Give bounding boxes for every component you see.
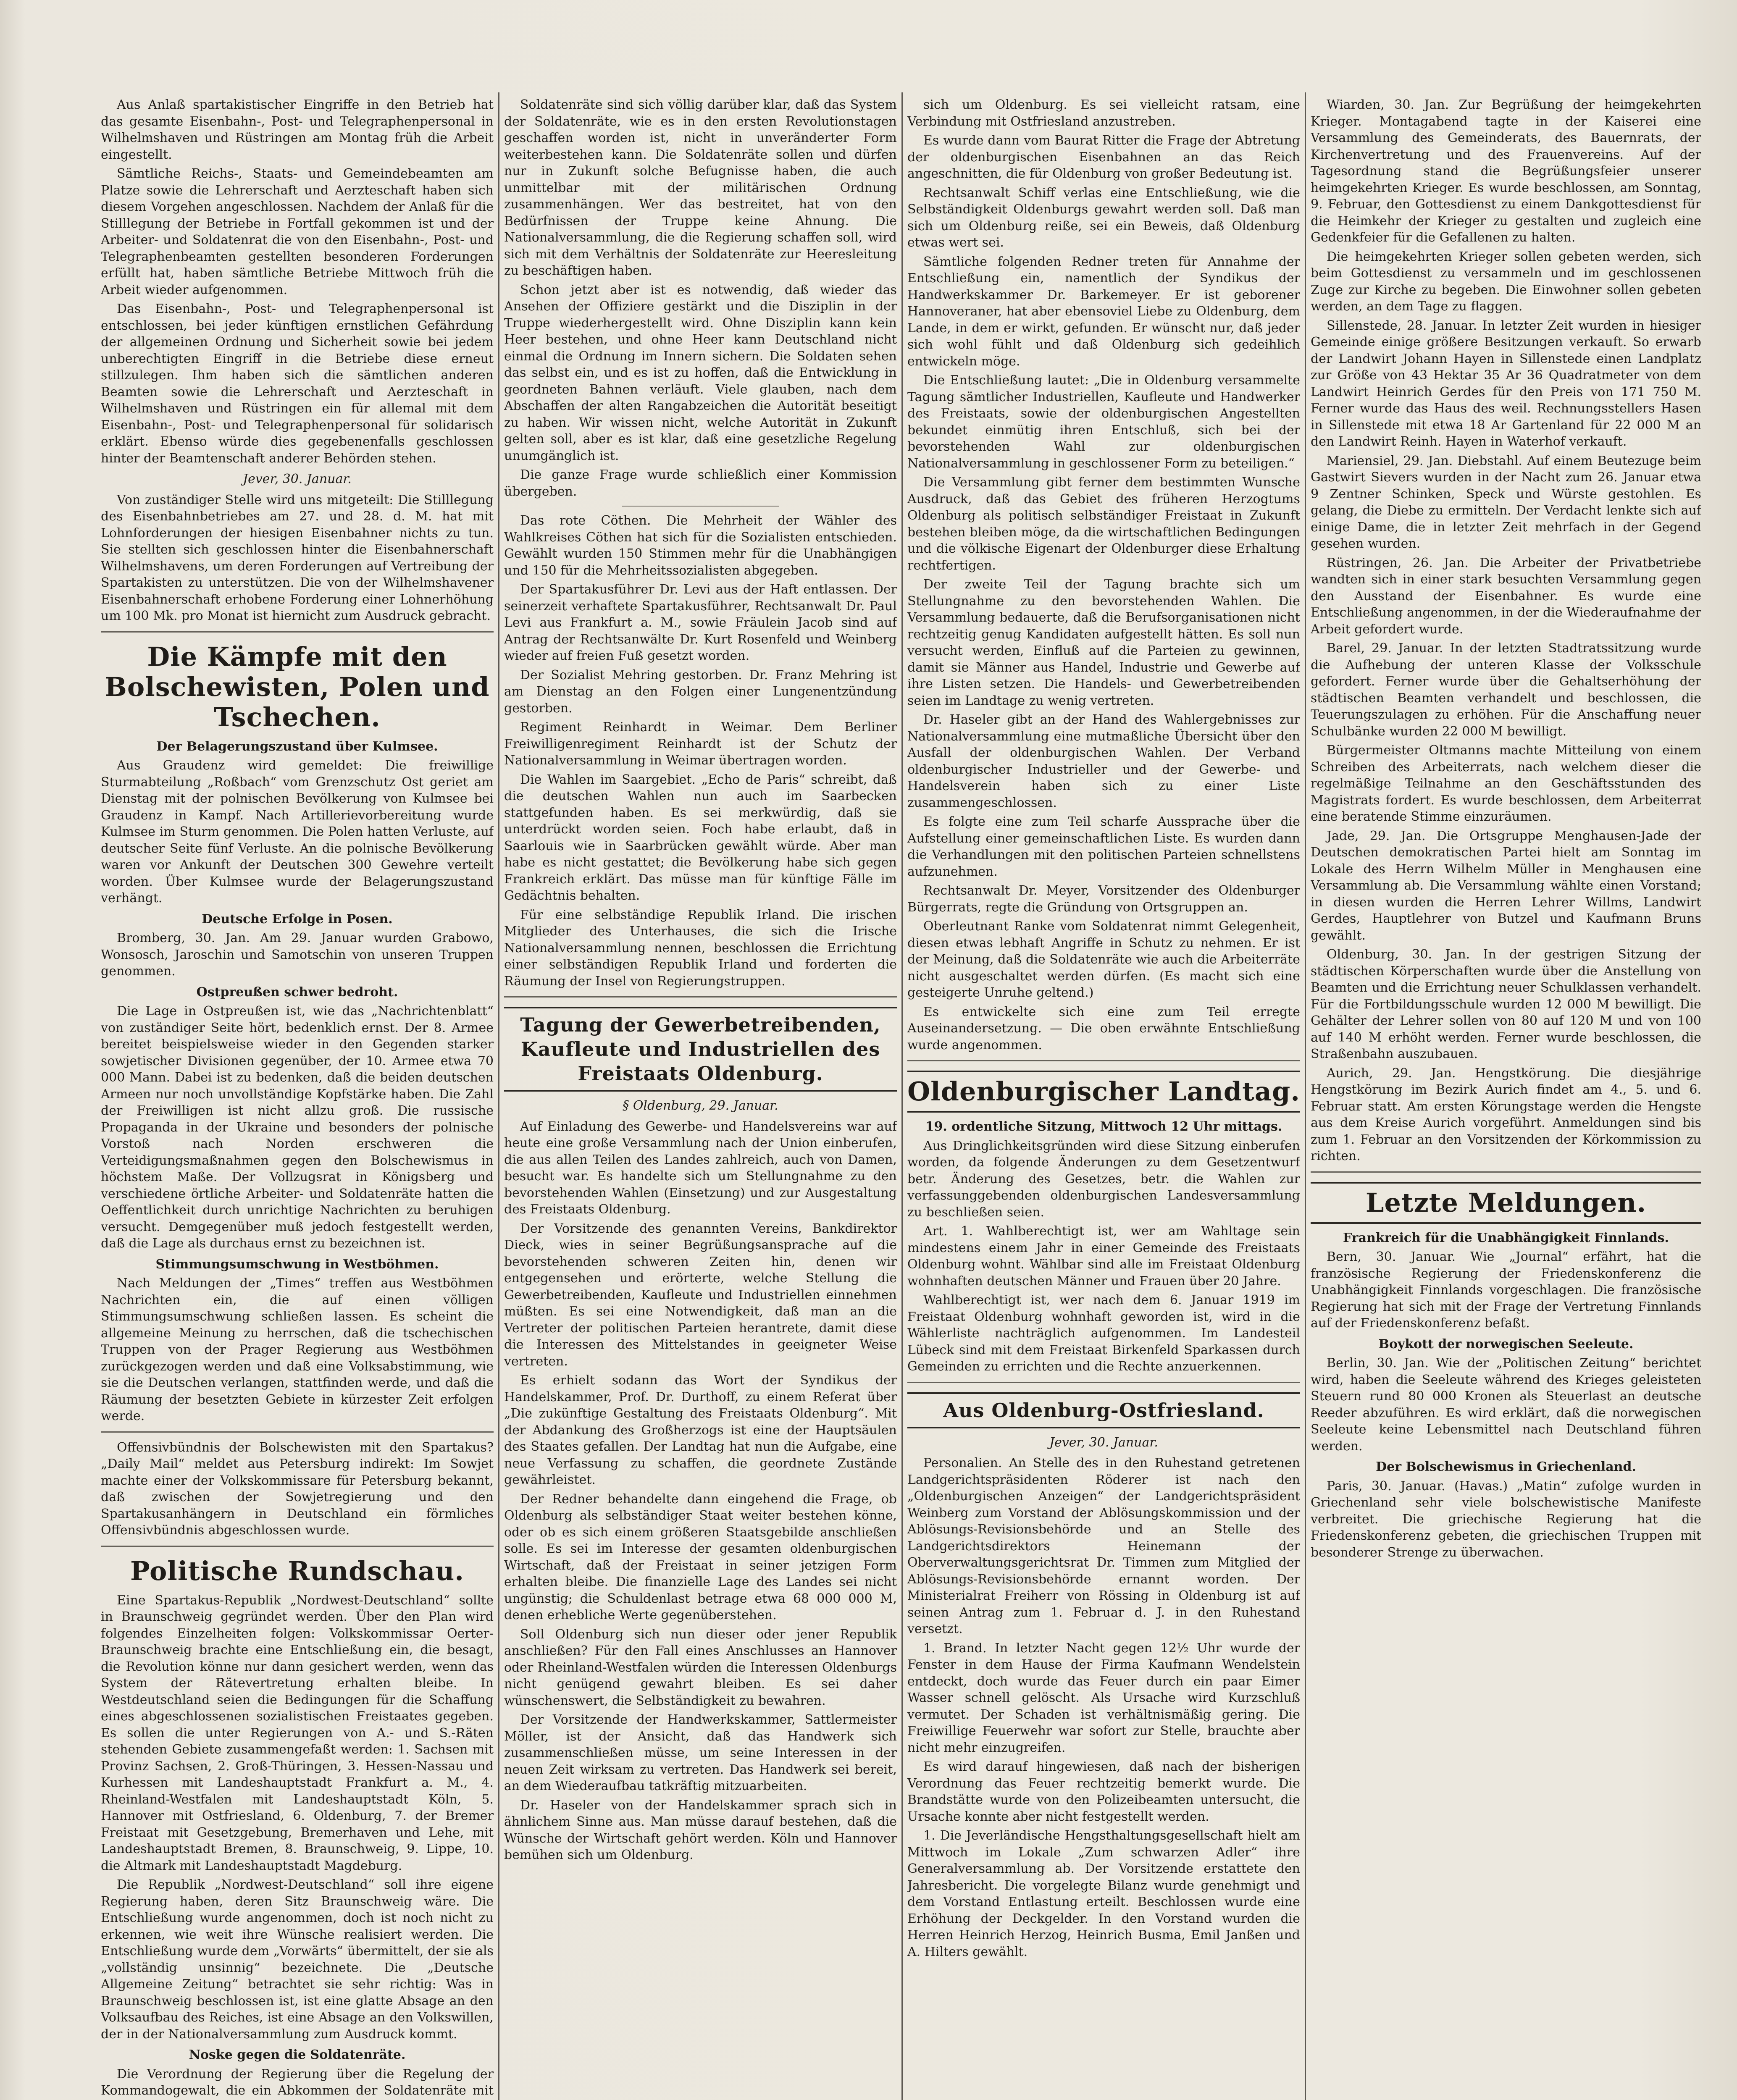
body-text: Eine Spartakus-Republik „Nordwest-Deutschland“ sollte in Braunschweig gegründet werden. Über den Plan wird folgendes Einzelheiten folgen: Volkskommissar Oerter-Braunschweig brachte eine Entschließung ein, die besagt, die Revolution könne nur dann gesichert werden, wenn das System der Rätevertretung erhalten bleibe. In Westdeutschland seien die Bedingungen für die Schaffung eines abgeschlossenen sozialistischen Freistaates gegeben. Es sollen die unter Regierungen von A.- und S.-Räten stehenden Gebiete zusammengefaßt werden: 1. Sachsen mit Provinz Sachsen, 2. Groß-Thüringen, 3. Hessen-Nassau und Kurhessen mit Landeshauptstadt Frankfurt a. M., 4. Rheinland-Westfalen mit Landeshauptstadt Köln, 5. Hannover mit Ostfriesland, 6. Oldenburg, 7. der Bremer Freistaat mit Gesetzgebung, Bremerhaven und Lehe, mit Landeshauptstadt Bremen, 8. Braunschweig, 9. Lippe, 10. die Altmark mit Landeshauptstadt Magdeburg. bbox=[101, 1593, 494, 1873]
column-1 bbox=[101, 97, 494, 2100]
body-text: 1. Brand. In letzter Nacht gegen 12½ Uhr wurde der Fenster in dem Hause der Firma Kaufmann Wendelstein entdeckt, doch wurde das Feuer durch ein paar Eimer Wasser schnell gelöscht. Als Ursache wird Kurzschluß vermutet. Der Schaden ist verhältnismäßig gering. Die Freiwillige Feuerwehr war sofort zur Stelle, brauchte aber nicht mehr einzugreifen. bbox=[907, 1641, 1300, 1755]
body-text: Der Vorsitzende des genannten Vereins, Bankdirektor Dieck, wies in seiner Begrüßungsansprache auf die bevorstehenden schweren Zeiten hin, denen wir entgegensehen und erörterte, welche Stellung die Gewerbetreibenden, Kaufleute und Industriellen einnehmen müßten. Es sei eine Notwendigkeit, daß man an die Vertreter der politischen Parteien herantrete, damit diese die Interessen des Mittelstandes in geeigneter Weise vertreten. bbox=[504, 1221, 897, 1369]
column-4 bbox=[1311, 97, 1701, 2100]
body-text: Die Republik „Nordwest-Deutschland“ soll ihre eigene Regierung haben, deren Sitz Braunschweig wäre. Die Entschließung wurde angenommen, doch ist noch nicht zu erkennen, wie weit ihre Wünsche realisiert werden. Die Entschließung wurde dem „Vorwärts“ übermittelt, der sie als „vollständig unsinnig“ bezeichnete. Die „Deutsche Allgemeine Zeitung“ betrachtet sie sehr richtig: Was in Braunschweig beschlossen ist, ist eine glatte Absage an den Volksaufbau des Reiches, ist eine Absage an den Volkswillen, der in der Nationalversammlung zum Ausdruck kommt. bbox=[101, 1877, 494, 2042]
subheading: 19. ordentliche Sitzung, Mittwoch 12 Uhr mittags. bbox=[925, 1119, 1282, 1134]
separator bbox=[907, 1382, 1300, 1383]
subheading: Stimmungsumschwung in Westböhmen. bbox=[155, 1257, 439, 1272]
body-text: Die Versammlung gibt ferner dem bestimmten Wunsche Ausdruck, daß das Gebiet des früheren Herzogtums Oldenburg als politisch selbständiger Freistaat in Zukunft bestehen bleiben möge, da die wirtschaftlichen Bedingungen und die völkische Eigenart der Oldenburger diese Erhaltung rechtfertigen. bbox=[907, 475, 1300, 573]
subheading: Der Bolschewismus in Griechenland. bbox=[1376, 1460, 1636, 1474]
body-text: Regiment Reinhardt in Weimar. Dem Berliner Freiwilligenregiment Reinhardt ist der Schutz der Nationalversammlung in Weimar übertragen worden. bbox=[504, 720, 897, 768]
body-text: Rechtsanwalt Schiff verlas eine Entschließung, wie die Selbständigkeit Oldenburgs gewahrt werden soll. Daß man sich um Oldenburg reiße, sei ein Beweis, daß Oldenburg etwas wert sei. bbox=[907, 185, 1300, 250]
body-text: Es entwickelte sich eine zum Teil erregte Auseinandersetzung. — Die oben erwähnte Entschließung wurde angenommen. bbox=[907, 1004, 1300, 1053]
column-rule bbox=[901, 92, 903, 2100]
body-text: Dr. Haseler gibt an der Hand des Wahlergebnisses zur Nationalversammlung eine mutmaßliche Übersicht über den Ausfall der oldenburgischen Wahlen. Der Verband oldenburgischer Industrieller und der Gewerbe- und Handelsverein haben sich zu einer Liste zusammengeschlossen. bbox=[907, 712, 1300, 810]
body-text: Bürgermeister Oltmanns machte Mitteilung von einem Schreiben des Arbeiterrats, nach welchem dieser die regelmäßige Teilnahme an den Geschäftsstunden des Magistrats fordert. Es wurde beschlossen, dem Arbeiterrat eine beratende Stimme einzuräumen. bbox=[1311, 743, 1701, 824]
body-text: Paris, 30. Januar. (Havas.) „Matin“ zufolge wurden in Griechenland sehr viele bolschewistische Manifeste verbreitet. Die griechische Regierung hat die Friedenskonferenz gebeten, die griechischen Truppen mit besonderer Strenge zu überwachen. bbox=[1311, 1478, 1701, 1560]
body-text: Sillenstede, 28. Januar. In letzter Zeit wurden in hiesiger Gemeinde einige größere Besitzungen verkauft. So erwarb der Landwirt Johann Hayen in Sillenstede einen Landplatz zur Größe von 43 Hektar 35 Ar 36 Quadratmeter von dem Landwirt Heinrich Gerdes für den Preis von 171 750 M. Ferner wurde das Haus des weil. Rechnungsstellers Hasen in Sillenstede mit etwa 18 Ar Gartenland für 22 000 M an den Landwirt Reinh. Hayen in Waterhof verkauft. bbox=[1311, 318, 1701, 449]
body-text: Jade, 29. Jan. Die Ortsgruppe Menghausen-Jade der Deutschen demokratischen Partei hielt am Sonntag im Lokale des Herrn Wilhelm Müller in Menghausen eine Versammlung ab. Die Versammlung wählte einen Vorstand; in diesen wurden die Herren Lehrer Willms, Landwirt Gerdes, Hauptlehrer von Butzel und Kaufmann Bruns gewählt. bbox=[1311, 828, 1701, 943]
body-text: Es folgte eine zum Teil scharfe Aussprache über die Aufstellung einer gemeinschaftlichen Liste. Es wurden dann die Verhandlungen mit den politischen Parteien schnellstens aufzunehmen. bbox=[907, 814, 1300, 879]
column-3 bbox=[907, 97, 1300, 2100]
body-text: Oberleutnant Ranke vom Soldatenrat nimmt Gelegenheit, diesen etwas lebhaft Angriffe in Schutz zu nehmen. Er ist der Meinung, daß die Soldatenräte wie auch die Arbeiterräte nicht ausgeschaltet werden dürfen. (Es macht sich eine gesteigerte Unruhe geltend.) bbox=[907, 919, 1300, 1000]
body-text: Bromberg, 30. Jan. Am 29. Januar wurden Grabowo, Wonsosch, Jaroschin und Samotschin von unseren Truppen genommen. bbox=[101, 931, 494, 979]
column-rule bbox=[1305, 92, 1306, 2100]
separator bbox=[101, 1431, 494, 1433]
separator bbox=[907, 1060, 1300, 1061]
section-heading: Aus Oldenburg-Ostfriesland. bbox=[907, 1392, 1300, 1428]
body-text: Aurich, 29. Jan. Hengstkörung. Die diesjährige Hengstkörung im Bezirk Aurich findet am 4., 5. und 6. Februar statt. Am ersten Körungstage werden die Hengste aus dem Kreise Aurich vorgeführt. Anmeldungen sind bis zum 1. Februar an den Vorsitzenden der Körkommission zu richten. bbox=[1311, 1066, 1701, 1163]
body-text: Die Verordnung der Regierung über die Regelung der Kommandogewalt, die ein Abkommen der Soldatenräte mit bbox=[101, 2066, 494, 2098]
body-text: Soldatenräte sind sich völlig darüber klar, daß das System der Soldatenräte, wie es in den ersten Revolutionstagen geschaffen worden ist, nicht in unveränderter Form weiterbestehen kann. Die Soldatenräte sollen und dürfen nur in Zukunft solche Befugnisse haben, die auch unmittelbar mit der militärischen Ordnung zusammenhängen. Wer das bestreitet, hat von den Bedürfnissen der Truppe keine Ahnung. Die Nationalversammlung, die die Regierung schaffen soll, wird sich mit dem Verhältnis der Soldatenräte zur Heeresleitung zu beschäftigen haben. bbox=[504, 97, 897, 278]
body-text: Der zweite Teil der Tagung brachte sich um Stellungnahme zu den bevorstehenden Wahlen. Die Versammlung bedauerte, daß die Berufsorganisationen nicht rechtzeitig genug Kandidaten aufgestellt hätten. Es soll nun versucht werden, Einfluß auf die Parteien zu gewinnen, damit sie Männer aus Handel, Industrie und Gewerbe auf ihre Listen setzen. Die Handels- und Gewerbetreibenden seien im Landtage zu wenig vertreten. bbox=[907, 577, 1300, 708]
body-text: Es wird darauf hingewiesen, daß nach der bisherigen Verordnung das Feuer rechtzeitig bemerkt wurde. Die Brandstätte wurde von den Polizeibeamten untersucht, die Ursache konnte aber nicht festgestellt werden. bbox=[907, 1759, 1300, 1824]
body-text: Barel, 29. Januar. In der letzten Stadtratssitzung wurde die Aufhebung der unteren Klasse der Volksschule gefordert. Ferner wurde über die Gehaltserhöhung der städtischen Beamten verhandelt und beschlossen, die Teuerungszulagen zu erhöhen. Für die Anschaffung neuer Schulbänke wurden 22 000 M bewilligt. bbox=[1311, 641, 1701, 739]
dateline: Jever, 30. Januar. bbox=[1049, 1435, 1158, 1450]
separator bbox=[1311, 1171, 1701, 1173]
subheading: Der Belagerungszustand über Kulmsee. bbox=[156, 739, 438, 754]
separator bbox=[101, 631, 494, 633]
body-text: Die Entschließung lautet: „Die in Oldenburg versammelte Tagung sämtlicher Industriellen, Kaufleute und Handwerker des Freistaats, sowie der oldenburgischen Angestellten bekundet einmütig ihren Entschluß, sich bei der bevorstehenden Wahl zur oldenburgischen Nationalversammlung in geschlossener Form zu beteiligen.“ bbox=[907, 373, 1300, 471]
body-text: Das rote Cöthen. Die Mehrheit der Wähler des Wahlkreises Cöthen hat sich für die Sozialisten entschieden. Gewählt wurden 150 Stimmen mehr für die Unabhängigen und 150 für die Mehrheitssozialisten abgegeben. bbox=[504, 513, 897, 578]
body-text: Dr. Haseler von der Handelskammer sprach sich in ähnlichem Sinne aus. Man müsse darauf bestehen, daß die Wünsche der Wirtschaft gehört werden. Köln und Hannover bemühen sich um Oldenburg. bbox=[504, 1798, 897, 1862]
subheading: Frankreich für die Unabhängigkeit Finnlands. bbox=[1343, 1230, 1669, 1245]
body-text: Der Spartakusführer Dr. Levi aus der Haft entlassen. Der seinerzeit verhaftete Spartakusführer, Rechtsanwalt Dr. Paul Levi aus Frankfurt a. M., sowie Fräulein Jacob sind auf Antrag der Rechtsanwälte Dr. Kurt Rosenfeld und Weinberg wieder auf freien Fuß gesetzt worden. bbox=[504, 582, 897, 663]
body-text: Wiarden, 30. Jan. Zur Begrüßung der heimgekehrten Krieger. Montagabend tagte in der Kaiserei eine Versammlung des Gemeinderats, des Bauernrats, der Kirchenvertretung und des Frauenvereins. Auf der Tagesordnung stand die Begrüßungsfeier unserer heimgekehrten Krieger. Es wurde beschlossen, am Sonntag, 9. Februar, den Gottesdienst zu einem Dankgottesdienst für die Heimkehr der Krieger zu gestalten und zugleich eine Gedenkfeier für die Gefallenen zu halten. bbox=[1311, 97, 1701, 245]
separator bbox=[504, 996, 897, 998]
body-text: Der Vorsitzende der Handwerkskammer, Sattlermeister Möller, ist der Ansicht, daß das Handwerk sich zusammenschließen müsse, um seine Interessen in der neuen Zeit wirksam zu vertreten. Das Handwerk sei bereit, an dem Wiederaufbau tatkräftig mitzuarbeiten. bbox=[504, 1712, 897, 1793]
body-text: Art. 1. Wahlberechtigt ist, wer am Wahltage sein mindestens einem Jahr in einer Gemeinde des Freistaats Oldenburg wohnt. Wählbar sind alle im Freistaat Oldenburg wohnhaften deutschen Männer und Frauen über 20 Jahre. bbox=[907, 1224, 1300, 1289]
section-heading: Oldenburgischer Landtag. bbox=[907, 1071, 1300, 1113]
column-2 bbox=[504, 97, 897, 2100]
subheading: Ostpreußen schwer bedroht. bbox=[196, 984, 398, 1000]
body-text: Aus Dringlichkeitsgründen wird diese Sitzung einberufen worden, da folgende Änderungen zu dem Gesetzentwurf betr. Änderung des Gesetzes, betr. die Wahlen zur verfassunggebenden oldenburgischen Landesversammlung zu beschließen seien. bbox=[907, 1138, 1300, 1220]
column-rule bbox=[498, 92, 499, 2100]
section-heading: Letzte Meldungen. bbox=[1311, 1182, 1701, 1224]
body-text: Personalien. An Stelle des in den Ruhestand getretenen Landgerichtspräsidenten Röderer ist nach den „Oldenburgischen Anzeigen“ der Landgerichtspräsident Weinberg zum Vorstand der Ablösungskommission und der Ablösungs-Revisionsbehörde und an Stelle des Landgerichtsdirektors Heinemann der Oberverwaltungsgerichtsrat Dr. Timmen zum Mitglied der Ablösungs-Revisionsbehörde ernannt worden. Der Ministerialrat Freiherr von Rössing in Oldenburg ist auf seinen Antrag zum 1. Februar d. J. in den Ruhestand versetzt. bbox=[907, 1456, 1300, 1636]
article-intro: Aus Anlaß spartakistischer Eingriffe in den Betrieb hat das gesamte Eisenbahn-, Post- und Telegraphenpersonal in Wilhelmshaven und Rüstringen am Montag früh die Arbeit eingestellt. bbox=[101, 97, 494, 162]
body-text: Von zuständiger Stelle wird uns mitgeteilt: Die Stilllegung des Eisenbahnbetriebes am 27. und 28. d. M. hat mit Lohnforderungen der hiesigen Eisenbahner nichts zu tun. Sie stellten sich geschlossen hinter die Eisenbahnerschaft Wilhelmshavens, um deren Forderungen auf Vertreibung der Spartakisten zu unterstützen. Die von der Wilhelmshavener Eisenbahnerschaft erhobene Forderung einer Lohnerhöhung um 100 Mk. pro Monat ist hiernicht zum Ausdruck gebracht. bbox=[101, 492, 494, 623]
dateline: Jever, 30. Januar. bbox=[243, 472, 352, 486]
subheading: Noske gegen die Soldatenräte. bbox=[189, 2048, 406, 2062]
body-text: Oldenburg, 30. Jan. In der gestrigen Sitzung der städtischen Körperschaften wurde über die Anstellung von Beamten und die Errichtung neuer Schulklassen verhandelt. Für die Fortbildungsschule wurden 12 000 M bewilligt. Die Gehälter der Lehrer sollen von 80 auf 120 M und von 100 auf 140 M erhöht werden. Ferner wurde beschlossen, die Straßenbahn auszubauen. bbox=[1311, 947, 1701, 1061]
dateline: § Oldenburg, 29. Januar. bbox=[623, 1098, 778, 1113]
separator bbox=[622, 506, 779, 507]
body-text: Soll Oldenburg sich nun dieser oder jener Republik anschließen? Für den Fall eines Anschlusses an Hannover oder Rheinland-Westfalen würden die Interessen Oldenburgs nicht genügend gewahrt bleiben. Es sei daher wünschenswert, die Selbständigkeit zu bewahren. bbox=[504, 1627, 897, 1708]
body-text: Der Sozialist Mehring gestorben. Dr. Franz Mehring ist am Dienstag an den Folgen einer Lungenentzündung gestorben. bbox=[504, 667, 897, 716]
body-text: Mariensiel, 29. Jan. Diebstahl. Auf einem Beutezuge beim Gastwirt Sievers wurden in der Nacht zum 26. Januar etwa 9 Zentner Schinken, Speck und Würste gestohlen. Es gelang, die Diebe zu ermitteln. Der Verdacht lenkte sich auf einige Dame, die in letzter Zeit mehrfach in der Gegend gesehen wurden. bbox=[1311, 453, 1701, 551]
body-text: Der Redner behandelte dann eingehend die Frage, ob Oldenburg als selbständiger Staat weiter bestehen könne, oder ob es sich einem größeren Staatsgebilde anschließen solle. Es sei im Interesse der gesamten oldenburgischen Wirtschaft, daß der Freistaat in seiner jetzigen Form erhalten bleibe. Die finanzielle Lage des Landes sei nicht ungünstig; die Schuldenlast betrage etwa 68 000 000 M, denen erhebliche Werte gegenüberstehen. bbox=[504, 1491, 897, 1622]
body-text: Für eine selbständige Republik Irland. Die irischen Mitglieder des Unterhauses, die sich die Irische Nationalversammlung nennen, beschlossen die Errichtung einer selbständigen Republik Irland und forderten die Räumung der Insel von Regierungstruppen. bbox=[504, 907, 897, 989]
body-text: Offensivbündnis der Bolschewisten mit den Spartakus? „Daily Mail“ meldet aus Petersburg indirekt: Im Sowjet machte einer der Volkskommissare für Petersburg bekannt, daß zwischen der Sowjetregierung und den Spartakusanhängern in Deutschland ein förmliches Offensivbündnis abgeschlossen wurde. bbox=[101, 1440, 494, 1538]
body-text: Nach Meldungen der „Times“ treffen aus Westböhmen Nachrichten ein, die auf einen völligen Stimmungsumschwung schließen lassen. Es scheint die allgemeine Meinung zu herrschen, daß die tschechischen Truppen von der Prager Regierung aus Westböhmen zurückgezogen werden und daß eine Volksabstimmung, wie sie die Deutschen verlangen, stattfinden werde, und daß die Räumung der besetzten Gebiete in kürzester Zeit erfolgen werde. bbox=[101, 1276, 494, 1423]
section-heading: Die Kämpfe mit den Bolschewisten, Polen und Tschechen. bbox=[105, 641, 490, 732]
body-text: sich um Oldenburg. Es sei vielleicht ratsam, eine Verbindung mit Ostfriesland anzustreben. bbox=[907, 97, 1300, 129]
separator bbox=[101, 1546, 494, 1547]
body-text: Schon jetzt aber ist es notwendig, daß wieder das Ansehen der Offiziere gestärkt und die Disziplin in der Truppe wiederhergestellt wird. Ohne Disziplin kann kein Heer bestehen, und ohne Heer kann Deutschland nicht einmal die Ordnung im Innern sichern. Die Soldaten sehen das selbst ein, und es ist zu hoffen, daß die Entwicklung in geordneten Bahnen verläuft. Viele glauben, nach dem Abschaffen der alten Rangabzeichen die Autorität beseitigt zu haben. Wir wissen nicht, welche Autorität in Zukunft gelten soll, aber es ist klar, daß eine gesetzliche Regelung unumgänglich ist. bbox=[504, 282, 897, 463]
body-text: Wahlberechtigt ist, wer nach dem 6. Januar 1919 im Freistaat Oldenburg wohnhaft geworden ist, wird in die Wählerliste nachträglich aufgenommen. Im Landesteil Lübeck sind mit dem Freistaat Birkenfeld Sparkassen durch Gemeinden zu errichten und die Rechte anzuerkennen. bbox=[907, 1293, 1300, 1374]
body-text: Auf Einladung des Gewerbe- und Handelsvereins war auf heute eine große Versammlung nach der Union einberufen, die aus allen Teilen des Landes zahlreich, auch von Damen, besucht war. Es handelte sich um Stellungnahme zu den bevorstehenden Wahlen (Einsetzung) und zur Ausgestaltung des Freistaats Oldenburg. bbox=[504, 1119, 897, 1217]
body-text: Sämtliche Reichs-, Staats- und Gemeindebeamten am Platze sowie die Lehrerschaft und Aerzteschaft haben sich diesem Vorgehen angeschlossen. Nachdem der Anlaß für die Stilllegung der Betriebe in Fortfall gekommen ist und der Arbeiter- und Soldatenrat die von den Eisenbahn-, Post- und Telegraphenbeamten gestellten besonderen Forderungen erfüllt hat, haben sämtliche Betriebe Mittwoch früh die Arbeit wieder aufgenommen. bbox=[101, 166, 494, 297]
body-text: Es erhielt sodann das Wort der Syndikus der Handelskammer, Prof. Dr. Durthoff, zu einem Referat über „Die zukünftige Gestaltung des Freistaats Oldenburg“. Mit der Abdankung des Großherzogs ist eine der Hauptsäulen des Staates gefallen. Der Landtag hat nun die Aufgabe, eine neue Verfassung zu schaffen, die geordnete Zustände gewährleistet. bbox=[504, 1373, 897, 1487]
body-text: Die ganze Frage wurde schließlich einer Kommission übergeben. bbox=[504, 467, 897, 499]
body-text: 1. Die Jeverländische Hengsthaltungsgesellschaft hielt am Mittwoch im Lokale „Zum schwarzen Adler“ ihre Generalversammlung ab. Der Vorsitzende erstattete den Jahresbericht. Die vorgelegte Bilanz wurde genehmigt und dem Vorstand Entlastung erteilt. Beschlossen wurde eine Erhöhung der Deckgelder. In den Vorstand wurden die Herren Heinrich Herzog, Heinrich Busma, Emil Janßen und A. Hilters gewählt. bbox=[907, 1828, 1300, 1959]
body-text: Bern, 30. Januar. Wie „Journal“ erfährt, hat die französische Regierung der Friedenskonferenz die Unabhängigkeit Finnlands vorgeschlagen. Die französische Regierung hat sich mit der Frage der Vertretung Finnlands auf der Friedenskonferenz befaßt. bbox=[1311, 1250, 1701, 1331]
body-text: Aus Graudenz wird gemeldet: Die freiwillige Sturmabteilung „Roßbach“ vom Grenzschutz Ost geriet am Dienstag mit der polnischen Bevölkerung von Kulmsee bei Graudenz in Kampf. Nach Artillerievorbereitung wurde Kulmsee im Sturm genommen. Die Polen hatten Verluste, auf deutscher Seite fünf Verluste. An die polnische Bevölkerung waren vor Ankunft der Deutschen 300 Gewehre verteilt worden. Über Kulmsee wurde der Belagerungszustand verhängt. bbox=[101, 758, 494, 906]
body-text: Die heimgekehrten Krieger sollen gebeten werden, sich beim Gottesdienst zu versammeln und im geschlossenen Zuge zur Kirche zu begeben. Die Einwohner sollen gebeten werden, an dem Tage zu flaggen. bbox=[1311, 249, 1701, 314]
body-text: Die Wahlen im Saargebiet. „Echo de Paris“ schreibt, daß die deutschen Wahlen nun auch im Saarbecken stattgefunden haben. Es sei merkwürdig, daß sie unterdrückt worden seien. Foch habe erlaubt, daß in Saarlouis wie in Saarbrücken gewählt würde. Aber man habe es nicht gestattet; die Bevölkerung habe sich gegen Frankreich erklärt. Das müsse man für künftige Fälle im Gedächtnis behalten. bbox=[504, 772, 897, 903]
body-text: Rüstringen, 26. Jan. Die Arbeiter der Privatbetriebe wandten sich in einer stark besuchten Versammlung gegen den Ausstand der Eisenbahner. Es wurde eine Entschließung angenommen, in der die Wiederaufnahme der Arbeit gefordert wurde. bbox=[1311, 555, 1701, 637]
body-text: Das Eisenbahn-, Post- und Telegraphenpersonal ist entschlossen, bei jeder künftigen ernstlichen Gefährdung der allgemeinen Ordnung und Sicherheit sowie bei jedem unberechtigten Eingriff in die Betriebe diese erneut stillzulegen. Ihm haben sich die sämtlichen anderen Beamten sowie die Lehrerschaft und Aerzteschaft in Wilhelmshaven und Rüstringen ein für allemal mit dem Eisenbahn-, Post- und Telegraphenpersonal für solidarisch erklärt. Ebenso würde dies gegebenenfalls geschlossen hinter der Beamtenschaft anderer Behörden stehen. bbox=[101, 302, 494, 466]
section-heading: Politische Rundschau. bbox=[130, 1555, 464, 1586]
subheading: Boykott der norwegischen Seeleute. bbox=[1378, 1336, 1634, 1352]
subheading: Deutsche Erfolge in Posen. bbox=[202, 911, 393, 927]
section-heading: Tagung der Gewerbetreibenden, Kaufleute und Industriellen des Freistaats Oldenburg. bbox=[504, 1007, 897, 1092]
body-text: Rechtsanwalt Dr. Meyer, Vorsitzender des Oldenburger Bürgerrats, regte die Gründung von Ortsgruppen an. bbox=[907, 883, 1300, 915]
body-text: Die Lage in Ostpreußen ist, wie das „Nachrichtenblatt“ von zuständiger Seite hört, bedenklich ernst. Der 8. Armee bereitet beispielsweise wieder in den Gegenden starker sowjetischer Divisionen gegenüber, der 10. Armee etwa 70 000 Mann. Dabei ist zu bedenken, daß die beiden deutschen Armeen nur noch unvollständige Kopfstärke haben. Die Zahl der Freiwilligen ist nicht allzu groß. Die russische Propaganda in der Ukraine und besonders der polnische Vorstoß nach Norden erschweren die Verteidigungsmaßnahmen gegen den Bolschewismus in höchstem Maße. Der Vollzugsrat in Königsberg und verschiedene örtliche Arbeiter- und Soldatenräte hatten die Oeffentlichkeit durch unrichtige Nachrichten zu beruhigen versucht. Demgegenüber muß jedoch festgestellt werden, daß die Lage als durchaus ernst zu bezeichnen ist. bbox=[101, 1004, 494, 1251]
body-text: Berlin, 30. Jan. Wie der „Politischen Zeitung“ berichtet wird, haben die Seeleute während des Krieges geleisteten Steuern rund 80 000 Kronen als Steuerlast an deutsche Reeder abzuführen. Es wird erklärt, daß die norwegischen Seeleute keine Lebensmittel nach Deutschland führen werden. bbox=[1311, 1356, 1701, 1454]
body-text: Sämtliche folgenden Redner treten für Annahme der Entschließung ein, namentlich der Syndikus der Handwerkskammer Dr. Barkemeyer. Er ist geborener Hannoveraner, hat aber ebensoviel Liebe zu Oldenburg, dem Lande, in dem er wirkt, gefunden. Er wünscht nur, daß jeder sich wohl fühlt und daß Oldenburg sich gedeihlich entwickeln möge. bbox=[907, 254, 1300, 369]
body-text: Es wurde dann vom Baurat Ritter die Frage der Abtretung der oldenburgischen Eisenbahnen an das Reich angeschnitten, die für Oldenburg von großer Bedeutung ist. bbox=[907, 133, 1300, 181]
